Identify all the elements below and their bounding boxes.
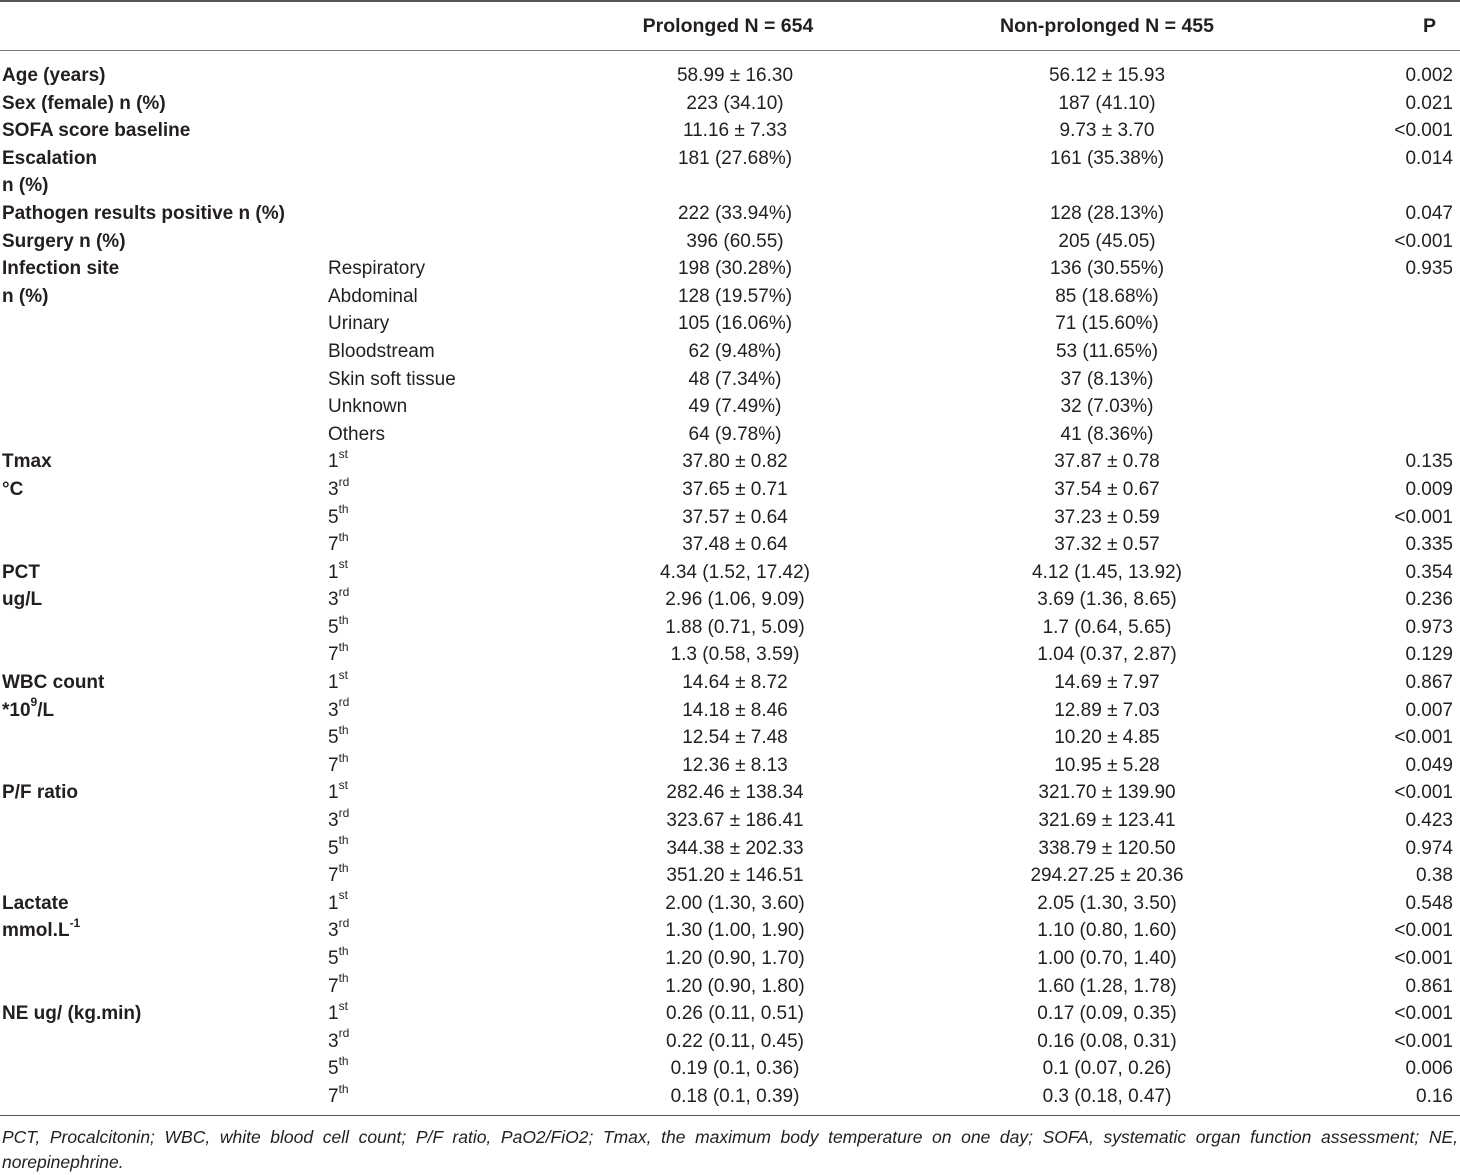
ordinal-suffix: rd (338, 805, 350, 820)
table-row (0, 310, 1460, 338)
table-row (0, 62, 1460, 90)
ordinal-suffix: rd (338, 474, 350, 489)
row-subcategory-text: 3 (328, 589, 339, 611)
row-subcategory (328, 752, 349, 780)
cell-nonprolonged: 0.16 (0.08, 0.31) (1037, 1030, 1177, 1052)
cell-p-value: 0.129 (1405, 644, 1453, 666)
row-subcategory (328, 1055, 349, 1083)
row-subcategory-text: 1 (328, 782, 339, 804)
table-row (0, 697, 1460, 725)
row-subcategory-text: 1 (328, 451, 339, 473)
row-label-text: Tmax (2, 451, 52, 473)
cell-nonprolonged: 1.04 (0.37, 2.87) (1037, 644, 1177, 666)
row-subcategory (328, 724, 349, 752)
cell-nonprolonged: 37.54 ± 0.67 (1054, 478, 1160, 500)
cell-nonprolonged: 53 (11.65%) (1055, 340, 1159, 362)
cell-p-value: <0.001 (1394, 1003, 1453, 1025)
cell-nonprolonged: 14.69 ± 7.97 (1054, 672, 1160, 694)
row-label-superscript: -1 (69, 916, 81, 931)
row-subcategory-text: Abdominal (328, 285, 418, 307)
table-row (0, 973, 1460, 1001)
row-subcategory (328, 531, 349, 559)
cell-nonprolonged: 0.3 (0.18, 0.47) (1042, 1085, 1172, 1107)
ordinal-suffix: th (338, 833, 349, 848)
row-label-text: mmol.L (2, 920, 70, 942)
ordinal-suffix: st (338, 667, 348, 682)
cell-p-value: 0.973 (1405, 616, 1453, 638)
cell-prolonged: 1.3 (0.58, 3.59) (670, 644, 800, 666)
cell-nonprolonged: 37.32 ± 0.57 (1054, 534, 1160, 556)
row-subcategory (328, 1000, 348, 1028)
cell-prolonged: 1.20 (0.90, 1.70) (665, 948, 805, 969)
row-subcategory (328, 807, 349, 835)
row-subcategory (328, 421, 385, 449)
cell-prolonged: 37.57 ± 0.64 (682, 506, 788, 528)
cell-p-value: <0.001 (1394, 506, 1453, 528)
cell-nonprolonged: 321.69 ± 123.41 (1038, 810, 1176, 832)
ordinal-suffix: rd (338, 1026, 350, 1041)
row-subcategory-text: 5 (328, 837, 339, 859)
row-subcategory-text: 3 (328, 478, 339, 500)
row-subcategory-text: 1 (328, 892, 339, 914)
row-label (2, 890, 69, 918)
cell-prolonged: 62 (9.48%) (688, 340, 782, 362)
row-subcategory (328, 697, 349, 725)
cell-p-value: 0.867 (1405, 672, 1453, 694)
row-subcategory-text: 7 (328, 644, 339, 666)
table-row (0, 366, 1460, 394)
row-subcategory-text: 5 (328, 727, 339, 749)
row-label-text: Sex (female) n (%) (2, 92, 166, 114)
cell-prolonged: 48 (7.34%) (688, 368, 782, 390)
cell-nonprolonged: 4.12 (1.45, 13.92) (1032, 561, 1182, 583)
cell-nonprolonged: 187 (41.10) (1058, 92, 1156, 114)
row-label (2, 283, 48, 311)
cell-prolonged: 58.99 ± 16.30 (676, 65, 794, 86)
row-subcategory-text: 5 (328, 506, 339, 528)
cell-p-value: <0.001 (1394, 782, 1453, 804)
row-subcategory (328, 917, 349, 945)
table-row (0, 283, 1460, 311)
row-subcategory (328, 862, 349, 890)
cell-prolonged: 344.38 ± 202.33 (666, 837, 804, 859)
ordinal-suffix: st (338, 998, 348, 1013)
row-label-text: Surgery n (%) (2, 230, 126, 252)
cell-prolonged: 11.16 ± 7.33 (682, 120, 788, 142)
table-footnote: PCT, Procalcitonin; WBC, white blood cell count; P/F ratio, PaO2/FiO2; Tmax, the maximum body temperature on one day; SOFA, systematic organ function assessment; NE, norepinephrine. (2, 1127, 1458, 1172)
cell-p-value: 0.007 (1405, 699, 1453, 721)
table-bottom-rule (0, 1115, 1460, 1116)
row-subcategory-text: 3 (328, 699, 339, 721)
row-subcategory (328, 835, 349, 863)
cell-prolonged: 2.00 (1.30, 3.60) (665, 892, 805, 914)
ordinal-suffix: th (338, 612, 349, 627)
cell-p-value: 0.014 (1405, 147, 1453, 169)
row-subcategory-text: 7 (328, 1085, 339, 1107)
row-label-text: n (%) (2, 285, 49, 307)
row-label-text: Pathogen results positive n (%) (2, 202, 285, 224)
cell-nonprolonged: 0.17 (0.09, 0.35) (1037, 1003, 1177, 1025)
row-label-text: Lactate (2, 892, 69, 914)
cell-nonprolonged: 10.20 ± 4.85 (1054, 727, 1160, 749)
table-row (0, 200, 1460, 228)
table-row (0, 945, 1460, 973)
cell-p-value: 0.236 (1405, 589, 1453, 611)
table-row (0, 228, 1460, 256)
cell-nonprolonged: 161 (35.38%) (1049, 147, 1165, 169)
cell-nonprolonged: 37.23 ± 0.59 (1054, 506, 1160, 528)
row-label-text: Infection site (2, 258, 120, 280)
cell-prolonged: 1.30 (1.00, 1.90) (665, 920, 805, 942)
row-subcategory-text: 1 (328, 561, 339, 583)
cell-p-value: 0.002 (1405, 65, 1453, 86)
cell-p-value: 0.021 (1405, 92, 1453, 114)
row-label-text: NE ug/ (kg.min) (2, 1003, 142, 1025)
cell-p-value: 0.135 (1405, 451, 1453, 473)
cell-p-value: <0.001 (1394, 727, 1453, 749)
table-row (0, 421, 1460, 449)
cell-prolonged: 105 (16.06%) (677, 313, 793, 335)
row-subcategory-text: 3 (328, 1030, 339, 1052)
row-label (2, 586, 42, 614)
row-subcategory (328, 890, 348, 918)
row-subcategory (328, 779, 348, 807)
row-subcategory-text: 1 (328, 1003, 339, 1025)
ordinal-suffix: th (338, 971, 349, 986)
cell-nonprolonged: 136 (30.55%) (1049, 258, 1165, 280)
table-row (0, 145, 1460, 173)
cell-prolonged: 12.54 ± 7.48 (682, 727, 788, 749)
cell-nonprolonged: 3.69 (1.36, 8.65) (1037, 589, 1177, 611)
row-subcategory (328, 1028, 349, 1056)
cell-nonprolonged: 128 (28.13%) (1049, 202, 1165, 224)
cell-prolonged: 14.64 ± 8.72 (682, 672, 788, 694)
row-label-text: Age (years) (2, 65, 106, 86)
table-row (0, 779, 1460, 807)
row-subcategory-text: Respiratory (328, 258, 426, 280)
cell-p-value: <0.001 (1394, 1030, 1453, 1052)
cell-p-value: <0.001 (1394, 948, 1453, 969)
table-row (0, 1055, 1460, 1083)
row-subcategory (328, 255, 425, 283)
ordinal-suffix: th (338, 640, 349, 655)
cell-prolonged: 128 (19.57%) (677, 285, 793, 307)
row-subcategory (328, 476, 349, 504)
row-label-text: P/F ratio (2, 782, 79, 804)
cell-prolonged: 14.18 ± 8.46 (682, 699, 788, 721)
cell-prolonged: 0.18 (0.1, 0.39) (670, 1085, 800, 1107)
row-subcategory (328, 973, 349, 1001)
row-label (2, 669, 104, 697)
row-label-text: *10 (2, 699, 31, 721)
ordinal-suffix: th (338, 529, 349, 544)
cell-nonprolonged: 1.10 (0.80, 1.60) (1037, 920, 1177, 942)
table-row (0, 724, 1460, 752)
cell-prolonged: 323.67 ± 186.41 (666, 810, 804, 832)
table-row (0, 531, 1460, 559)
row-label-text: ug/L (2, 589, 43, 611)
ordinal-suffix: st (338, 888, 348, 903)
row-subcategory (328, 310, 389, 338)
row-label-text: PCT (2, 561, 40, 583)
row-label-text: Escalation (2, 147, 98, 169)
cell-p-value: 0.006 (1405, 1058, 1453, 1080)
cell-prolonged: 12.36 ± 8.13 (682, 754, 788, 776)
cell-p-value: <0.001 (1394, 230, 1453, 252)
cell-prolonged: 1.20 (0.90, 1.80) (665, 975, 805, 997)
cell-prolonged: 1.88 (0.71, 5.09) (665, 616, 805, 638)
table-row (0, 614, 1460, 642)
row-subcategory-text: 7 (328, 865, 339, 887)
row-subcategory-text: 3 (328, 920, 339, 942)
row-subcategory (328, 338, 435, 366)
header-nonprolonged: Non-prolonged N = 455 (1000, 15, 1214, 37)
row-subcategory-text: 7 (328, 754, 339, 776)
cell-prolonged: 37.80 ± 0.82 (682, 451, 788, 473)
table-row (0, 586, 1460, 614)
cell-prolonged: 0.19 (0.1, 0.36) (670, 1058, 800, 1080)
cell-prolonged: 223 (34.10) (686, 92, 784, 114)
row-subcategory (328, 641, 349, 669)
ordinal-suffix: th (338, 860, 349, 875)
row-subcategory-text: 5 (328, 948, 339, 969)
cell-nonprolonged: 2.05 (1.30, 3.50) (1037, 892, 1177, 914)
table-row (0, 862, 1460, 890)
row-subcategory-text: 7 (328, 534, 339, 556)
cell-nonprolonged: 41 (8.36%) (1060, 423, 1154, 445)
table-body (0, 62, 1460, 1111)
cell-prolonged: 0.26 (0.11, 0.51) (665, 1003, 805, 1025)
cell-nonprolonged: 12.89 ± 7.03 (1054, 699, 1160, 721)
row-label-text: °C (2, 478, 24, 500)
cell-prolonged: 4.34 (1.52, 17.42) (660, 561, 810, 583)
ordinal-suffix: st (338, 778, 348, 793)
row-label-text: SOFA score baseline (2, 120, 191, 142)
ordinal-suffix: th (338, 943, 349, 958)
cell-nonprolonged: 338.79 ± 120.50 (1038, 837, 1176, 859)
row-subcategory (328, 1083, 349, 1111)
table-row (0, 752, 1460, 780)
cell-p-value: 0.423 (1405, 810, 1453, 832)
header-p: P (1422, 15, 1436, 37)
row-subcategory-text: Urinary (328, 313, 390, 335)
row-subcategory-text: Bloodstream (328, 340, 435, 362)
table-row (0, 669, 1460, 697)
table-row (0, 807, 1460, 835)
table-row (0, 559, 1460, 587)
cell-p-value: <0.001 (1394, 120, 1453, 142)
table-row (0, 641, 1460, 669)
cell-nonprolonged: 1.00 (0.70, 1.40) (1037, 948, 1177, 969)
row-label (2, 697, 54, 725)
cell-prolonged: 396 (60.55) (686, 230, 784, 252)
row-subcategory (328, 504, 349, 532)
table-row (0, 338, 1460, 366)
table-row (0, 117, 1460, 145)
row-subcategory-text: 3 (328, 810, 339, 832)
header-rule (0, 50, 1460, 51)
header-prolonged: Prolonged N = 654 (642, 15, 814, 37)
ordinal-suffix: st (338, 446, 348, 461)
table-row (0, 917, 1460, 945)
row-label (2, 917, 80, 945)
row-label (2, 200, 285, 228)
row-subcategory (328, 393, 407, 421)
row-subcategory-text: Unknown (328, 396, 408, 418)
cell-p-value: 0.354 (1405, 561, 1453, 583)
row-subcategory (328, 448, 348, 476)
cell-p-value: 0.009 (1405, 478, 1453, 500)
row-label (2, 62, 106, 90)
cell-prolonged: 37.65 ± 0.71 (682, 478, 788, 500)
row-label (2, 90, 166, 118)
row-label (2, 476, 23, 504)
cell-nonprolonged: 37 (8.13%) (1060, 368, 1154, 390)
cell-prolonged: 181 (27.68%) (677, 147, 793, 169)
cell-prolonged: 282.46 ± 138.34 (666, 782, 804, 804)
ordinal-suffix: rd (338, 695, 350, 710)
row-subcategory-text: 5 (328, 1058, 339, 1080)
cell-nonprolonged: 56.12 ± 15.93 (1048, 65, 1166, 86)
row-label-tail: /L (37, 699, 55, 721)
cell-p-value: 0.935 (1405, 258, 1453, 280)
row-subcategory (328, 669, 348, 697)
row-label-text: WBC count (2, 672, 105, 694)
cell-nonprolonged: 9.73 ± 3.70 (1059, 120, 1155, 142)
cell-p-value: 0.047 (1405, 202, 1453, 224)
table-row (0, 476, 1460, 504)
row-subcategory (328, 945, 349, 973)
row-label (2, 228, 126, 256)
ordinal-suffix: st (338, 557, 348, 572)
cell-prolonged: 0.22 (0.11, 0.45) (665, 1030, 805, 1052)
table-row (0, 172, 1460, 200)
cell-prolonged: 2.96 (1.06, 9.09) (665, 589, 805, 611)
row-subcategory (328, 366, 456, 394)
cell-p-value: <0.001 (1394, 920, 1453, 942)
row-label-text: n (%) (2, 175, 49, 197)
cell-nonprolonged: 71 (15.60%) (1055, 313, 1159, 335)
row-subcategory-text: 7 (328, 975, 339, 997)
table-row (0, 393, 1460, 421)
table-row (0, 1028, 1460, 1056)
row-subcategory (328, 559, 348, 587)
table-row (0, 1083, 1460, 1111)
row-subcategory-text: Others (328, 423, 386, 445)
ordinal-suffix: th (338, 1081, 349, 1096)
table-row (0, 255, 1460, 283)
cell-p-value: 0.38 (1416, 865, 1453, 887)
row-subcategory (328, 283, 418, 311)
cell-nonprolonged: 37.87 ± 0.78 (1054, 451, 1160, 473)
ordinal-suffix: th (338, 722, 349, 737)
row-label-superscript: 9 (30, 695, 38, 710)
cell-nonprolonged: 321.70 ± 139.90 (1038, 782, 1176, 804)
row-subcategory (328, 614, 349, 642)
table-row (0, 504, 1460, 532)
table-row (0, 835, 1460, 863)
cell-p-value: 0.861 (1405, 975, 1453, 997)
cell-prolonged: 64 (9.78%) (688, 423, 782, 445)
cell-p-value: 0.16 (1416, 1085, 1453, 1107)
cell-p-value: 0.049 (1405, 754, 1453, 776)
row-label (2, 779, 78, 807)
cell-prolonged: 49 (7.49%) (688, 396, 782, 418)
table-top-rule (0, 0, 1460, 2)
cell-nonprolonged: 1.60 (1.28, 1.78) (1037, 975, 1177, 997)
ordinal-suffix: rd (338, 916, 350, 931)
ordinal-suffix: th (338, 502, 349, 517)
cell-prolonged: 198 (30.28%) (677, 258, 793, 280)
cell-nonprolonged: 205 (45.05) (1058, 230, 1156, 252)
ordinal-suffix: th (338, 750, 349, 765)
ordinal-suffix: rd (338, 584, 350, 599)
cell-prolonged: 351.20 ± 146.51 (666, 865, 804, 887)
table-row (0, 90, 1460, 118)
table-row (0, 1000, 1460, 1028)
table-row (0, 890, 1460, 918)
row-label (2, 145, 97, 173)
row-label (2, 117, 190, 145)
row-subcategory-text: Skin soft tissue (328, 368, 456, 390)
cell-p-value: 0.548 (1405, 892, 1453, 914)
cell-nonprolonged: 32 (7.03%) (1060, 396, 1154, 418)
cell-prolonged: 37.48 ± 0.64 (682, 534, 788, 556)
cell-p-value: 0.974 (1405, 837, 1453, 859)
cell-nonprolonged: 85 (18.68%) (1055, 285, 1159, 307)
ordinal-suffix: th (338, 1054, 349, 1069)
row-label (2, 559, 40, 587)
row-label (2, 255, 119, 283)
cell-nonprolonged: 10.95 ± 5.28 (1054, 754, 1160, 776)
cell-p-value: 0.335 (1405, 534, 1453, 556)
row-label (2, 1000, 141, 1028)
table-row (0, 448, 1460, 476)
cell-prolonged: 222 (33.94%) (677, 202, 793, 224)
row-subcategory-text: 1 (328, 672, 339, 694)
cell-nonprolonged: 0.1 (0.07, 0.26) (1042, 1058, 1172, 1080)
row-label (2, 172, 48, 200)
cell-nonprolonged: 294.27.25 ± 20.36 (1030, 865, 1184, 887)
row-subcategory (328, 586, 349, 614)
row-subcategory-text: 5 (328, 616, 339, 638)
row-label (2, 448, 52, 476)
cell-nonprolonged: 1.7 (0.64, 5.65) (1042, 616, 1172, 638)
